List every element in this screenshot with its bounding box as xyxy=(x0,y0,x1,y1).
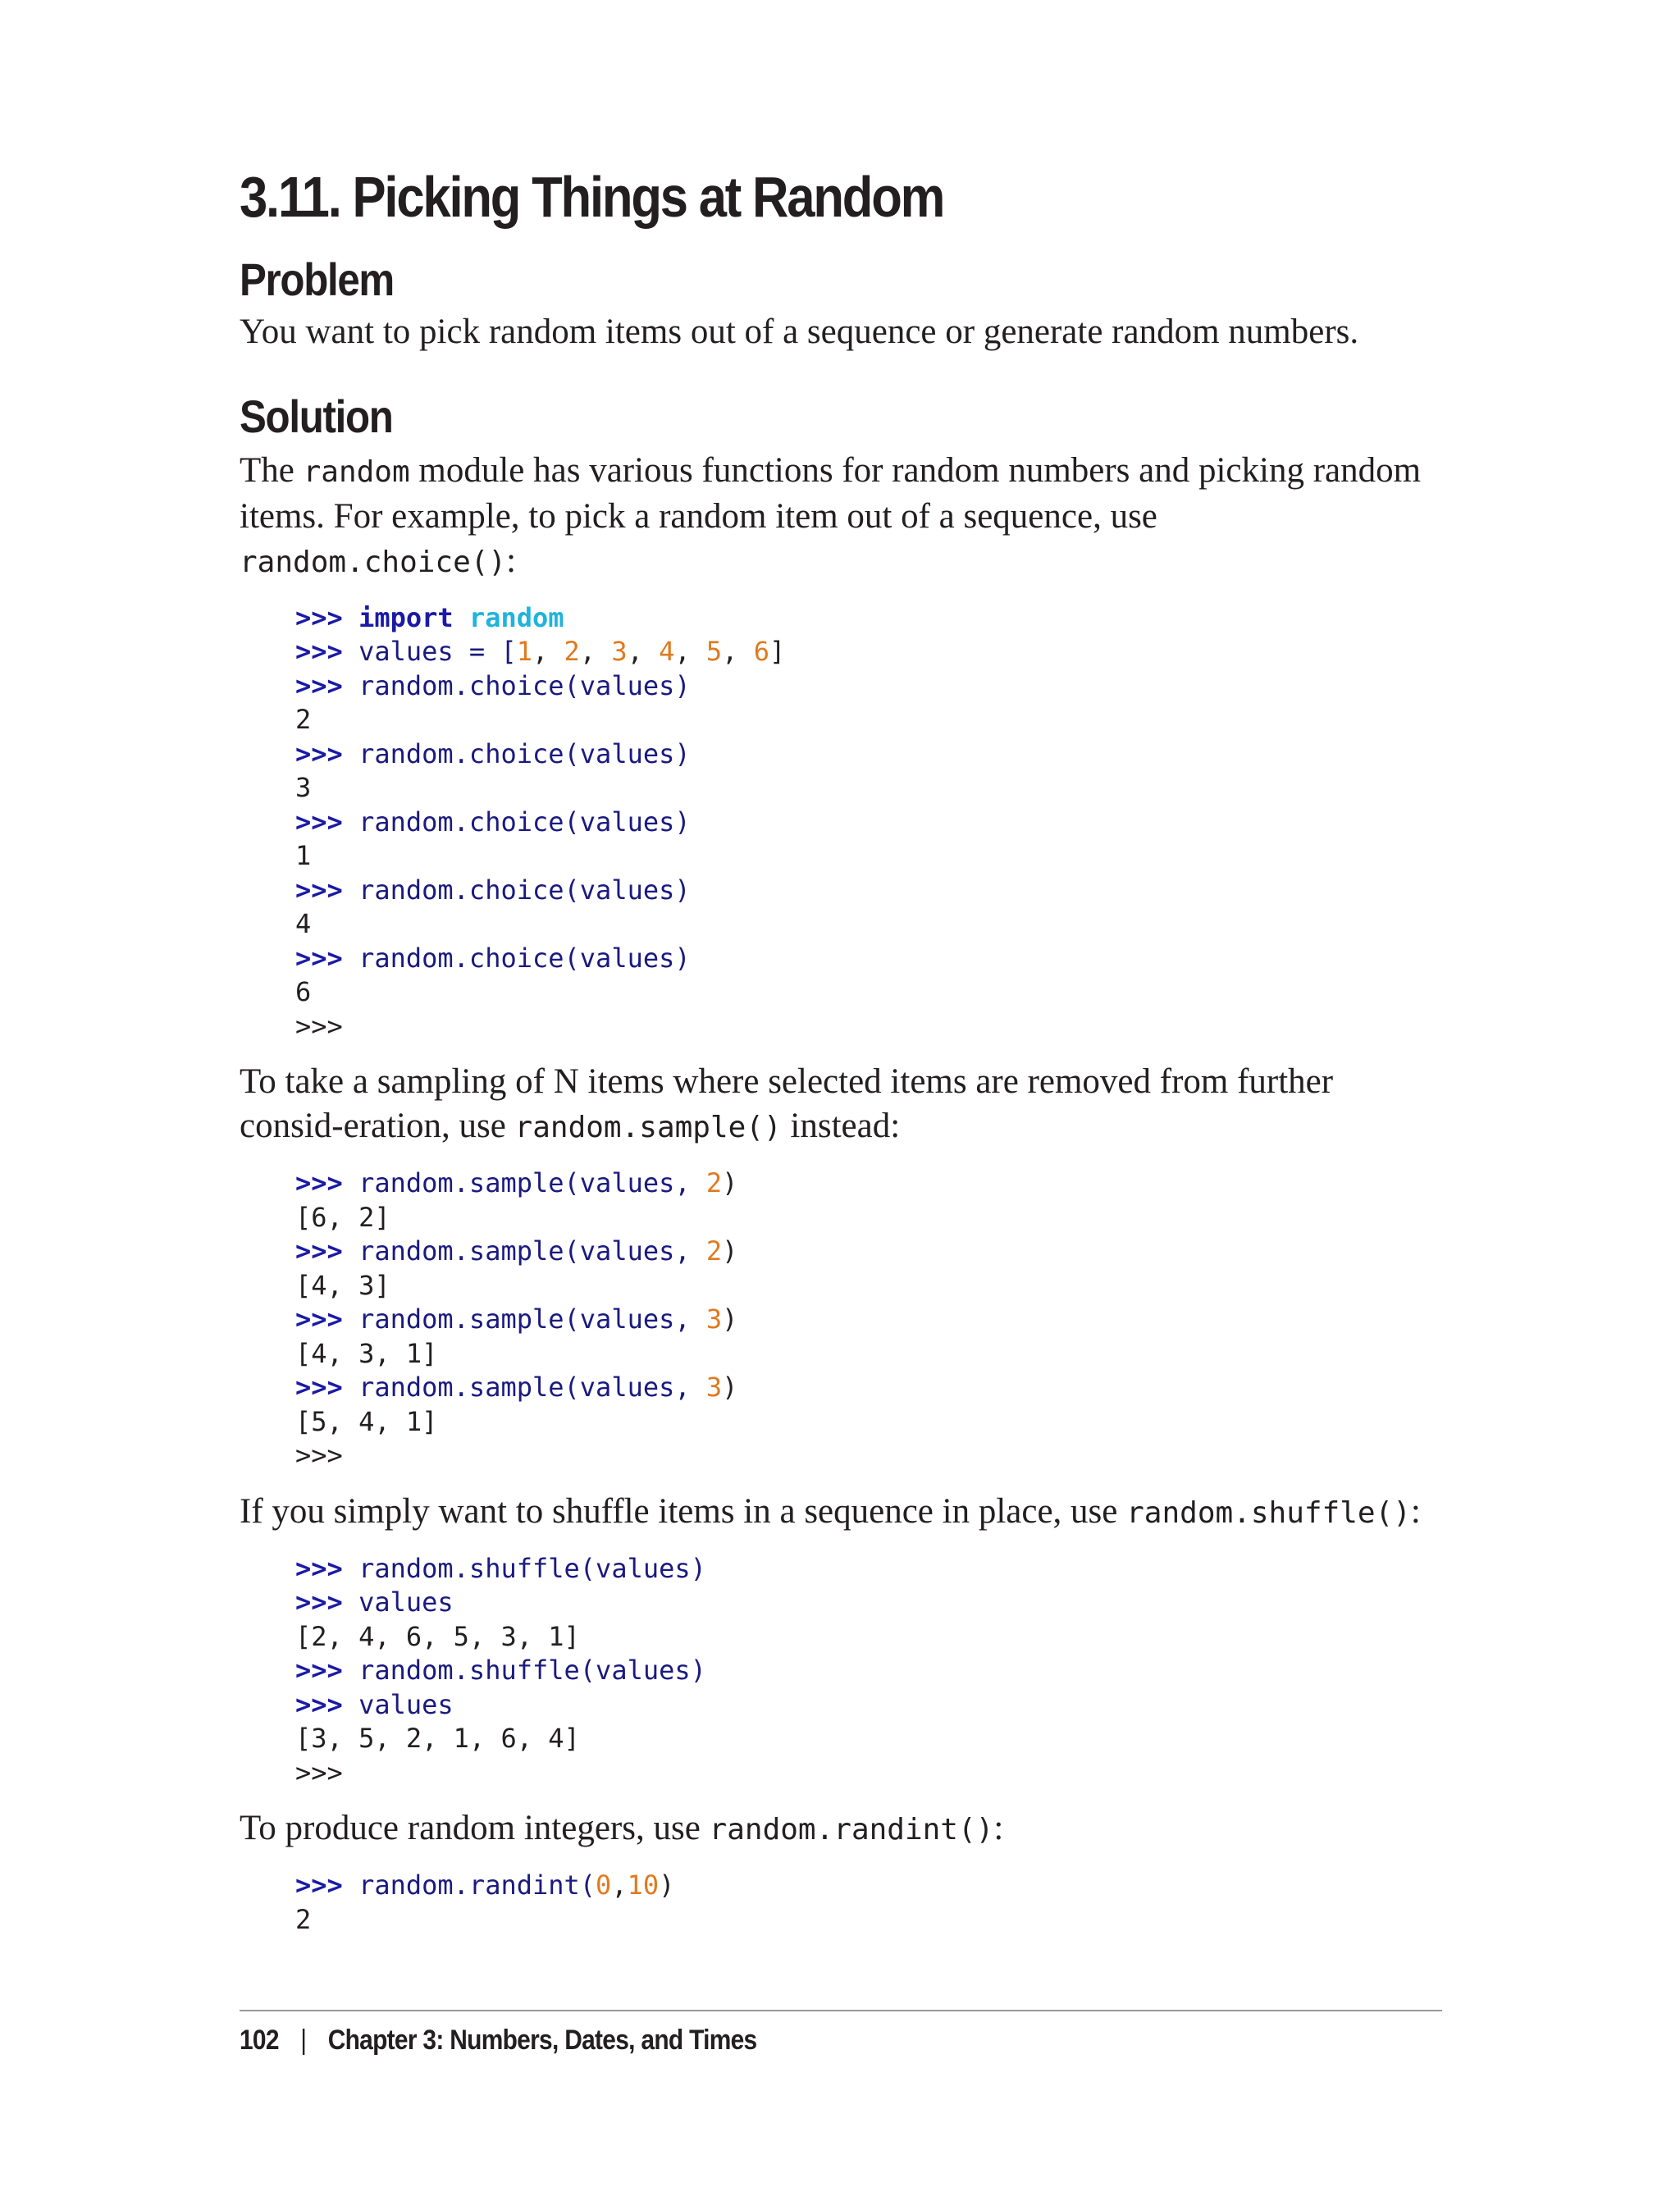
number: 2 xyxy=(705,1235,723,1267)
output: 4 xyxy=(295,908,312,940)
keyword: import xyxy=(358,601,454,633)
output: 6 xyxy=(295,976,312,1008)
output: 2 xyxy=(295,704,312,736)
number: 6 xyxy=(753,636,769,668)
output: [4, 3] xyxy=(295,1269,390,1301)
solution-paragraph-4 xyxy=(240,1806,1442,1852)
chapter-title: Chapter 3: Numbers, Dates, and Times xyxy=(327,2025,757,2056)
prompt: >>> xyxy=(295,1167,343,1199)
code-text: random.choice(values) xyxy=(358,874,691,906)
number: 2 xyxy=(564,636,580,668)
inline-code: random.randint() xyxy=(709,1813,994,1847)
problem-heading: Problem xyxy=(240,253,394,305)
code-block-sample: >>> random.sample(values, 2) [6, 2] >>> random.sample(values, 2) [4, 3] >>> random.sample(values, 3) [4, 3, 1] >>> random.sample(values, 3) [5, 4, 1] >>> xyxy=(295,1167,738,1472)
prompt: >>> xyxy=(295,874,343,906)
output: [5, 4, 1] xyxy=(295,1405,438,1437)
prompt: >>> xyxy=(295,942,343,974)
page-footer xyxy=(240,2025,756,2057)
code-text: values xyxy=(358,1688,454,1720)
output: [4, 3, 1] xyxy=(295,1337,438,1369)
prompt: >>> xyxy=(295,1372,343,1404)
prompt: >>> xyxy=(295,636,343,668)
prompt: >>> xyxy=(295,1688,343,1720)
text-run: : xyxy=(1410,1491,1421,1531)
number: 4 xyxy=(659,636,675,668)
number: 10 xyxy=(627,1869,660,1901)
number: 3 xyxy=(705,1372,723,1404)
footer-separator: | xyxy=(300,2025,307,2056)
section-title: 3.11. Picking Things at Random xyxy=(240,165,944,229)
code-text: random.sample(values, xyxy=(358,1167,706,1199)
code-block-shuffle xyxy=(295,1552,1442,1791)
prompt: >>> xyxy=(295,669,343,701)
code-block-randint: >>> random.randint(0,10) 2 xyxy=(295,1869,675,1935)
number: 3 xyxy=(705,1303,723,1335)
text-run: instead: xyxy=(781,1107,901,1146)
output: 1 xyxy=(295,840,312,872)
page-content xyxy=(240,164,1442,1937)
inline-code: random xyxy=(303,454,410,489)
code-text: random.sample(values, xyxy=(358,1303,706,1335)
code-text: random.shuffle(values) xyxy=(358,1552,706,1584)
number: 3 xyxy=(611,636,628,668)
code-text: random.sample(values, xyxy=(358,1235,706,1267)
prompt: >>> xyxy=(295,1586,343,1618)
prompt: >>> xyxy=(295,1440,343,1472)
number: 0 xyxy=(596,1869,612,1901)
text-run: To produce random integers, use xyxy=(240,1809,710,1848)
code-text: random.choice(values) xyxy=(358,737,691,769)
output: 3 xyxy=(295,772,312,804)
code-block-choice: >>> import random >>> values = [1, 2, 3, 4, 5, 6] >>> random.choice(values) 2 >>> random.choice(values) 3 >>> random.choice(values) 1 >>> random.choice(values) 4 >>> random.choice(values) 6 >>> xyxy=(295,601,786,1042)
prompt: >>> xyxy=(295,1552,343,1584)
text-run: To take a sampling of N items where selected items are removed from further consid-eration, use xyxy=(240,1062,1334,1146)
module-name: random xyxy=(468,601,564,633)
prompt: >>> xyxy=(295,1303,343,1335)
prompt: >>> xyxy=(295,1010,343,1042)
inline-code: random.shuffle() xyxy=(1126,1495,1411,1530)
prompt: >>> xyxy=(295,1756,343,1788)
number: 5 xyxy=(705,636,723,668)
output: [3, 5, 2, 1, 6, 4] xyxy=(295,1723,580,1755)
problem-text: You want to pick random items out of a sequence or generate random numbers. xyxy=(240,312,1359,351)
output: [6, 2] xyxy=(295,1201,390,1233)
output: [2, 4, 6, 5, 3, 1] xyxy=(295,1620,580,1652)
inline-code: random.sample() xyxy=(514,1111,782,1145)
prompt: >>> xyxy=(295,806,343,838)
code-text: random.sample(values, xyxy=(358,1372,706,1404)
prompt: >>> xyxy=(295,1869,343,1901)
text-run: If you simply want to shuffle items in a sequence in place, use xyxy=(240,1491,1127,1531)
prompt: >>> xyxy=(295,601,343,633)
code-text: random.choice(values) xyxy=(358,806,691,838)
footer-divider xyxy=(240,2010,1442,2011)
text-run: : xyxy=(506,541,517,580)
solution-heading: Solution xyxy=(240,390,393,442)
prompt: >>> xyxy=(295,1235,343,1267)
number: 1 xyxy=(516,636,532,668)
code-text: random.randint( xyxy=(358,1869,596,1901)
text-run: module has various functions for random numbers and picking random items. For example, to pick a random item out of a sequence, use xyxy=(240,450,1422,536)
output: 2 xyxy=(295,1903,312,1935)
solution-paragraph-1 xyxy=(240,449,1442,585)
code-text: random.shuffle(values) xyxy=(358,1655,706,1687)
code-text: random.choice(values) xyxy=(358,669,691,701)
number: 2 xyxy=(705,1167,723,1199)
inline-code: random.choice() xyxy=(240,545,507,579)
solution-paragraph-2 xyxy=(240,1060,1442,1150)
text-run: The xyxy=(240,450,304,490)
code-text: random.choice(values) xyxy=(358,942,691,974)
code-text: values = [ xyxy=(358,636,517,668)
code-text: values xyxy=(358,1586,454,1618)
page-number: 102 xyxy=(240,2025,279,2056)
prompt: >>> xyxy=(295,737,343,769)
prompt: >>> xyxy=(295,1655,343,1687)
text-run: : xyxy=(993,1809,1004,1848)
solution-paragraph-3 xyxy=(240,1490,1442,1536)
